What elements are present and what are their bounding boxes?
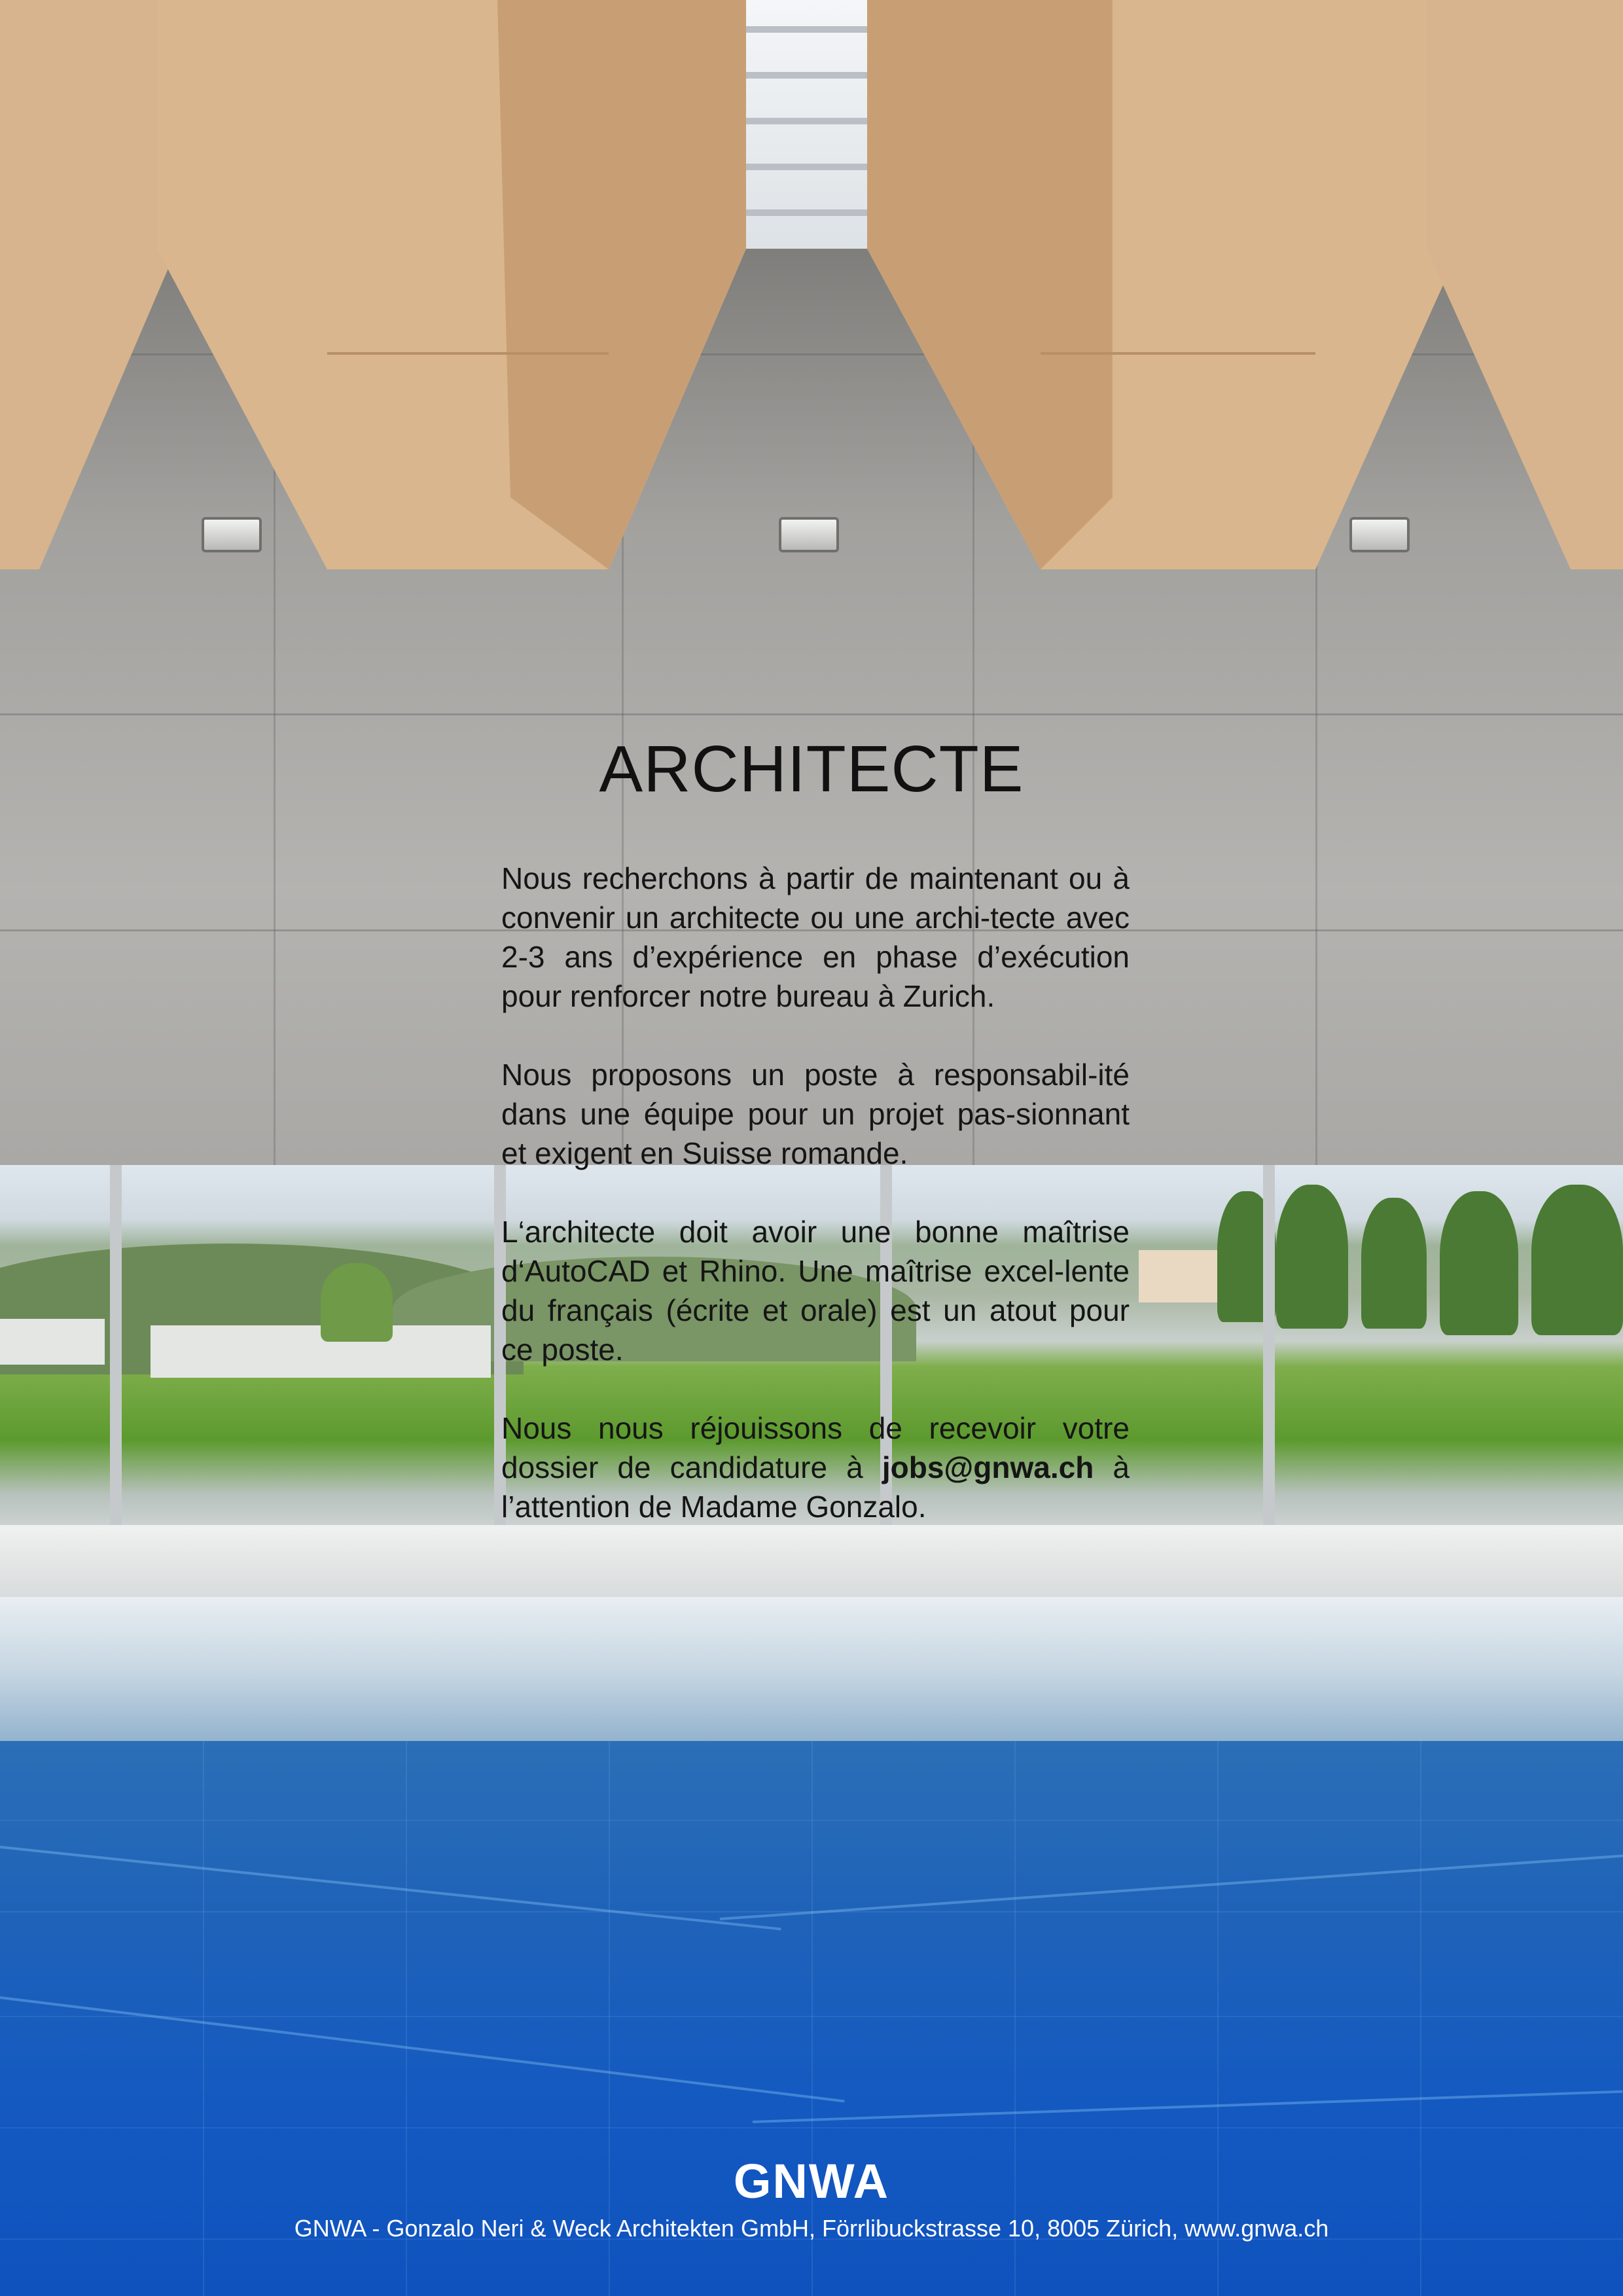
wall-lamp-right: [1349, 517, 1410, 552]
paragraph-offer: Nous proposons un poste à responsabil-ité dans une équipe pour un projet pas-sionnant et exigent en Suisse romande.: [501, 1058, 1130, 1170]
job-title: ARCHITECTE: [599, 732, 1024, 806]
brand-logo: GNWA: [733, 2154, 890, 2208]
paragraph-intro: Nous recherchons à partir de maintenant ou à convenir un architecte ou une archi-tecte avec 2-3 ans d’expérience en phase d’exécution pour renforcer notre bureau à Zurich.: [501, 861, 1130, 1013]
email-link[interactable]: jobs@gnwa.ch: [882, 1450, 1094, 1484]
wall-lamp-center: [779, 517, 839, 552]
timber-beams: [0, 0, 1623, 576]
footer-address: GNWA - Gonzalo Neri & Weck Architekten GmbH, Förrlibuckstrasse 10, 8005 Zürich, www.gnwa.ch: [294, 2215, 1329, 2242]
pool-edge: [0, 1525, 1623, 1597]
paragraph-contact: [501, 1408, 1130, 1526]
contact-text-before: Nous nous réjouissons de recevoir votre dossier de candidature à: [501, 1411, 1130, 1484]
contact-text-after: à l’attention de Madame Gonzalo.: [501, 1450, 1130, 1524]
pool-reflection: [0, 1597, 1623, 1748]
paragraph-requirements: L‘architecte doit avoir une bonne maîtrise d‘AutoCAD et Rhino. Une maîtrise excel-lente du français (écrite et orale) est un atout pour ce poste.: [501, 1215, 1130, 1367]
wall-lamp-left: [202, 517, 262, 552]
job-description: [501, 859, 1130, 1526]
